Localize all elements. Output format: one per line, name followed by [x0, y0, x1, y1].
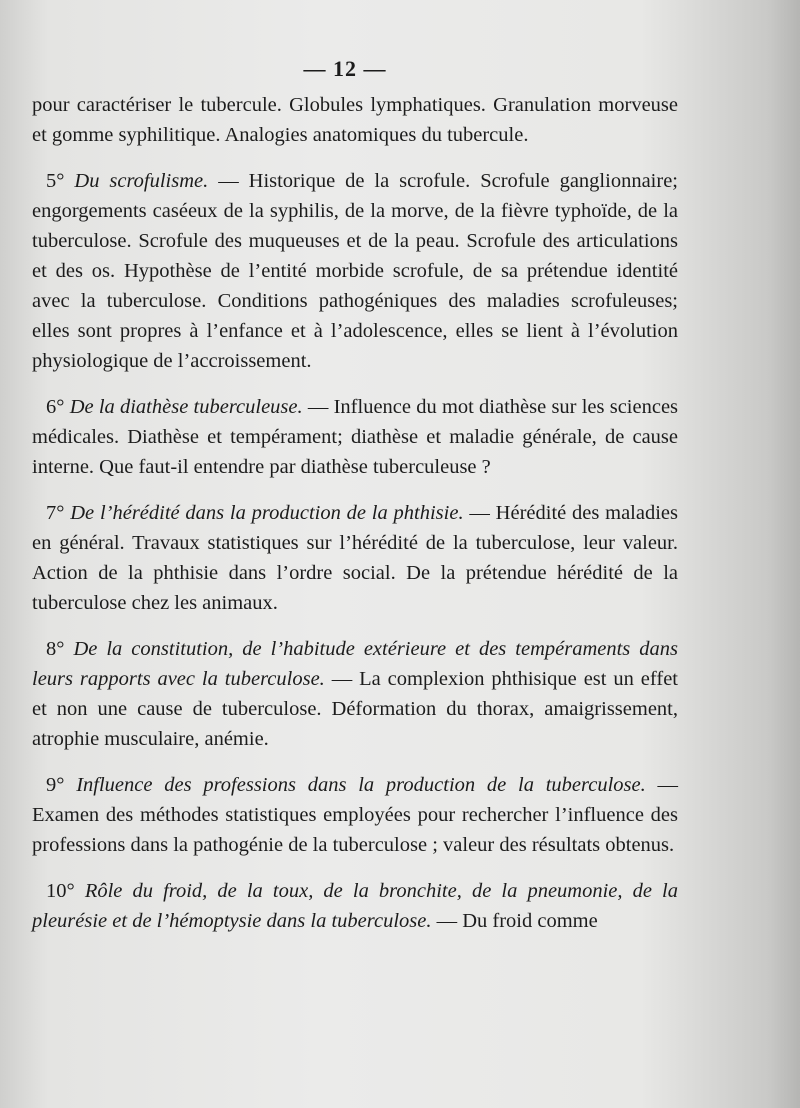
paragraph-body: pour caractériser le tubercule. Globules lymphatiques. Granulation morveuse et gomme syphilitique. Analogies anatomiques du tubercule. — [32, 94, 678, 146]
section-number: 10° — [46, 880, 75, 902]
section-5-paragraph — [32, 166, 678, 376]
section-number: 7° — [46, 502, 65, 524]
section-number: 8° — [46, 638, 65, 660]
section-title: Influence des professions dans la production de la tuberculose. — [76, 774, 646, 796]
section-6-paragraph — [32, 392, 678, 482]
section-10-paragraph — [32, 876, 678, 936]
section-number: 9° — [46, 774, 65, 796]
section-number: 6° — [46, 396, 65, 418]
section-body: — Du froid comme — [436, 910, 598, 932]
body-text — [32, 90, 678, 936]
section-8-paragraph — [32, 634, 678, 754]
section-body: — Examen des méthodes statistiques employées pour rechercher l’influence des professions dans la pathogénie de la tuberculose ; valeur des résultats obtenus. — [32, 774, 678, 856]
section-title: De la diathèse tuberculeuse. — [69, 396, 303, 418]
section-title: Rôle du froid, de la toux, de la bronchite, de la pneumonie, de la pleurésie et de l’hémoptysie dans la tuberculose. — [32, 880, 679, 932]
section-title: Du scrofulisme. — [74, 170, 209, 192]
section-body: — La complexion phthisique est un effet et non une cause de tuberculose. Déformation du thorax, amaigrissement, atrophie musculaire, anémie. — [32, 668, 678, 750]
section-title: De l’hérédité dans la production de la phthisie. — [70, 502, 464, 524]
section-body: — Influence du mot diathèse sur les sciences médicales. Diathèse et tempérament; diathèse et maladie générale, de cause interne. Que faut-il entendre par diathèse tuberculeuse ? — [32, 396, 679, 478]
page-number: — 12 — — [303, 56, 387, 81]
section-9-paragraph — [32, 770, 678, 860]
section-body: — Hérédité des maladies en général. Travaux statistiques sur l’hérédité de la tuberculose, leur valeur. Action de la phthisie dans l’ordre social. De la prétendue hérédité de la tuberculose chez les animaux. — [32, 502, 678, 614]
section-7-paragraph — [32, 498, 678, 618]
section-title: De la constitution, de l’habitude extérieure et des tempéraments dans leurs rapports avec la tuberculose. — [32, 638, 678, 690]
section-body: — Historique de la scrofule. Scrofule ganglionnaire; engorgements caséeux de la syphilis, de la morve, de la fièvre typhoïde, de la tuberculose. Scrofule des muqueuses et de la peau. Scrofule des articulations et des os. Hypothèse de l’entité morbide scrofule, de sa prétendue identité avec la tuberculose. Conditions pathogéniques des maladies scrofuleuses; elles sont propres à l’enfance et à l’adolescence, elles se lient à l’évolution physiologique de l’accroissement. — [32, 170, 678, 372]
paragraph-continuation — [32, 90, 678, 150]
section-number: 5° — [46, 170, 65, 192]
